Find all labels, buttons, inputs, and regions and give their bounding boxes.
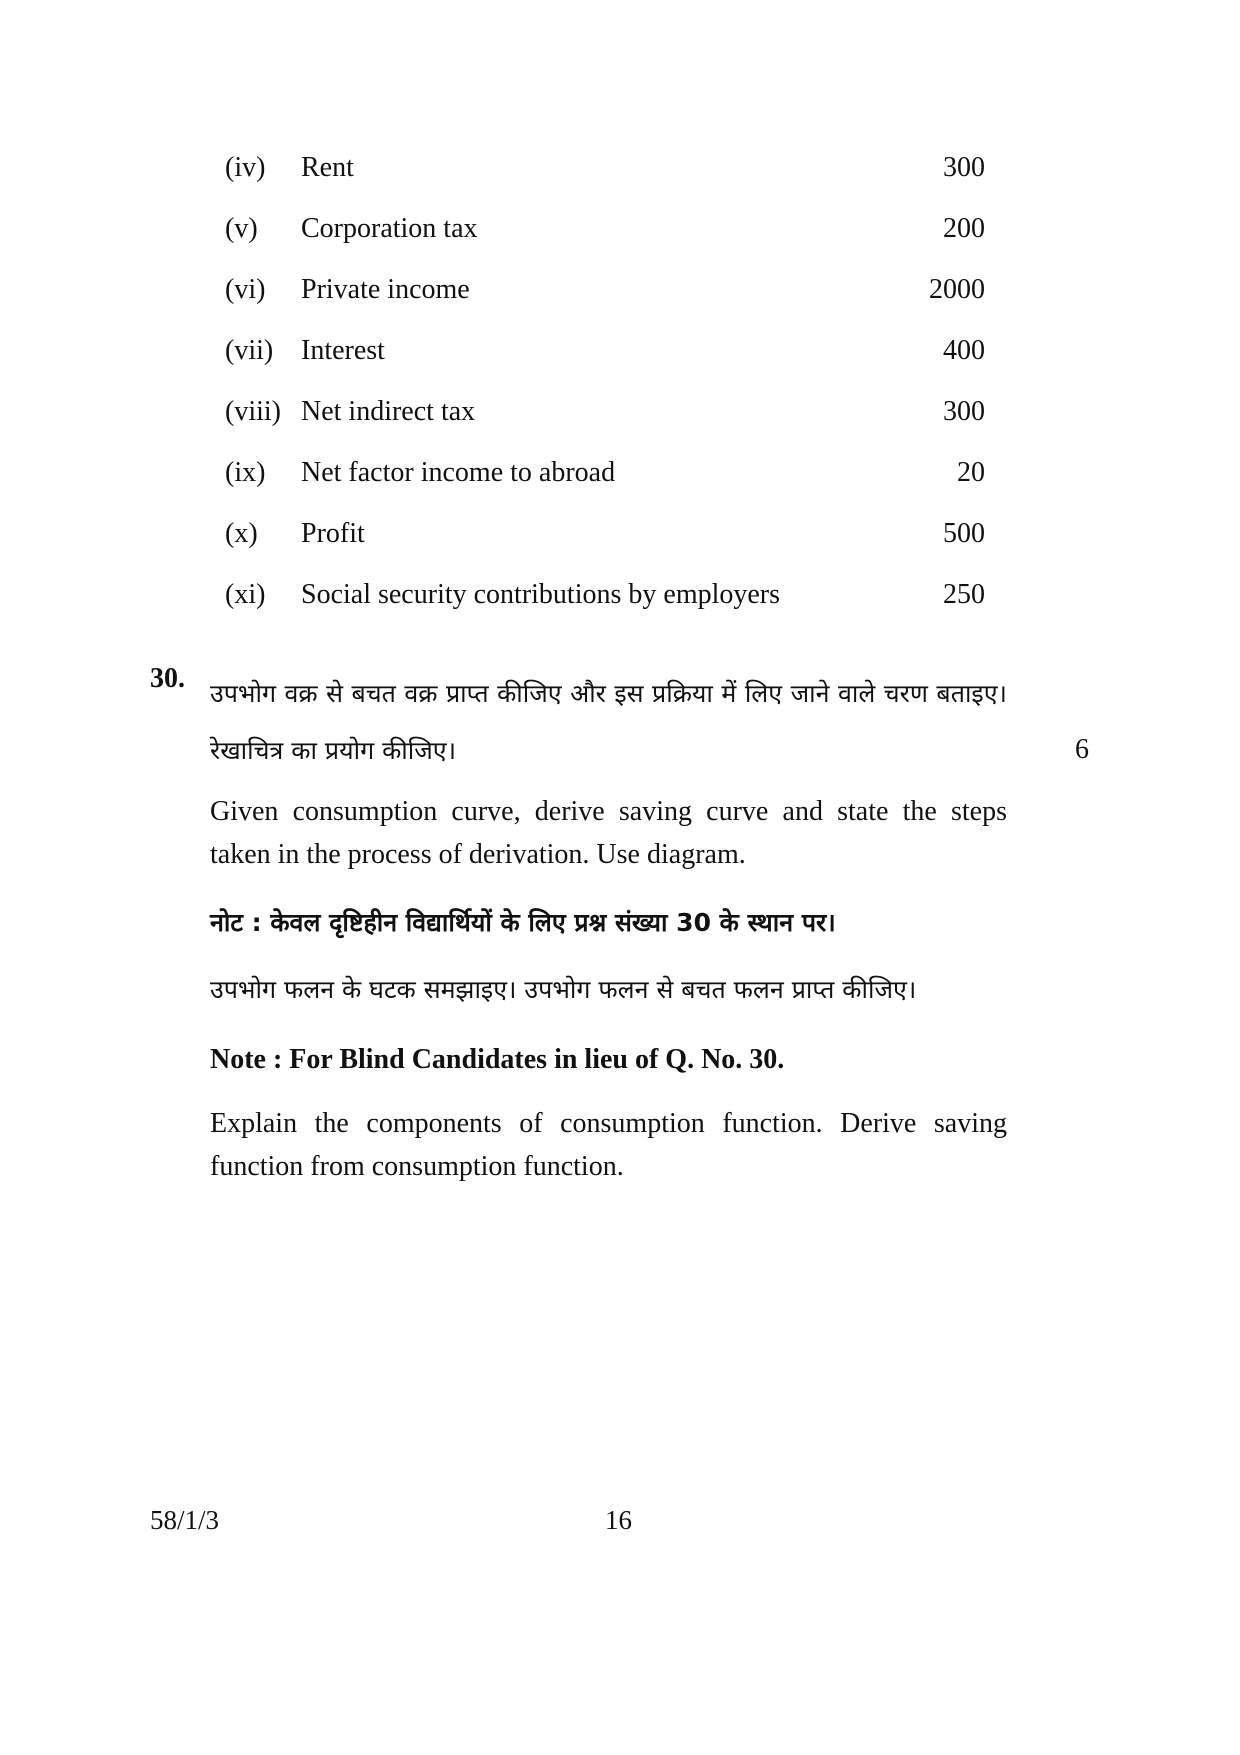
item-amount: 20: [957, 457, 985, 488]
page-number: 16: [605, 1505, 632, 1535]
question-text-hindi: उपभोग वक्र से बचत वक्र प्राप्त कीजिए और इस प्रक्रिया में लिए जाने वाले चरण बताइए। रेखाचित्र का प्रयोग कीजिए।: [210, 679, 1007, 765]
item-amount: 300: [943, 152, 985, 183]
item-number: (viii): [225, 396, 281, 427]
note-heading-hindi: नोट : केवल दृष्टिहीन विद्यार्थियों के लिए प्रश्न संख्या 30 के स्थान पर।: [210, 908, 836, 937]
list-item: [225, 567, 985, 628]
question-text-english: Given consumption curve, derive saving curve and state the steps taken in the process of derivation. Use diagram.: [210, 796, 1007, 870]
item-label: Private income: [301, 274, 470, 305]
note-heading-english: Note : For Blind Candidates in lieu of Q. No. 30.: [210, 1044, 785, 1075]
list-item: [225, 445, 985, 506]
note-text-hindi: उपभोग फलन के घटक समझाइए। उपभोग फलन से बचत फलन प्राप्त कीजिए।: [210, 975, 917, 1004]
item-label: Social security contributions by employers: [301, 579, 781, 610]
note-text-english: Explain the components of consumption function. Derive saving function from consumption function.: [210, 1108, 1007, 1182]
item-label: Net indirect tax: [301, 396, 476, 427]
item-list: [225, 140, 985, 628]
item-amount: 2000: [929, 274, 985, 305]
question-number: 30.: [150, 663, 185, 694]
item-number: (xi): [225, 579, 266, 610]
list-item: [225, 323, 985, 384]
item-amount: 250: [943, 579, 985, 610]
list-item: [225, 506, 985, 567]
item-label: Corporation tax: [301, 213, 478, 244]
item-number: (iv): [225, 152, 266, 183]
item-amount: 200: [943, 213, 985, 244]
item-label: Net factor income to abroad: [301, 457, 616, 488]
item-amount: 400: [943, 335, 985, 366]
item-number: (ix): [225, 457, 266, 488]
item-amount: 300: [943, 396, 985, 427]
item-number: (x): [225, 518, 258, 549]
list-item: [225, 201, 985, 262]
list-item: [225, 262, 985, 323]
item-label: Interest: [301, 335, 385, 366]
item-label: Profit: [301, 518, 365, 549]
list-item: [225, 140, 985, 201]
list-item: [225, 384, 985, 445]
paper-code: 58/1/3: [150, 1505, 220, 1535]
item-label: Rent: [301, 152, 354, 183]
question-marks: 6: [1075, 734, 1089, 765]
item-number: (v): [225, 213, 258, 244]
item-amount: 500: [943, 518, 985, 549]
item-number: (vii): [225, 335, 274, 366]
item-number: (vi): [225, 274, 266, 305]
